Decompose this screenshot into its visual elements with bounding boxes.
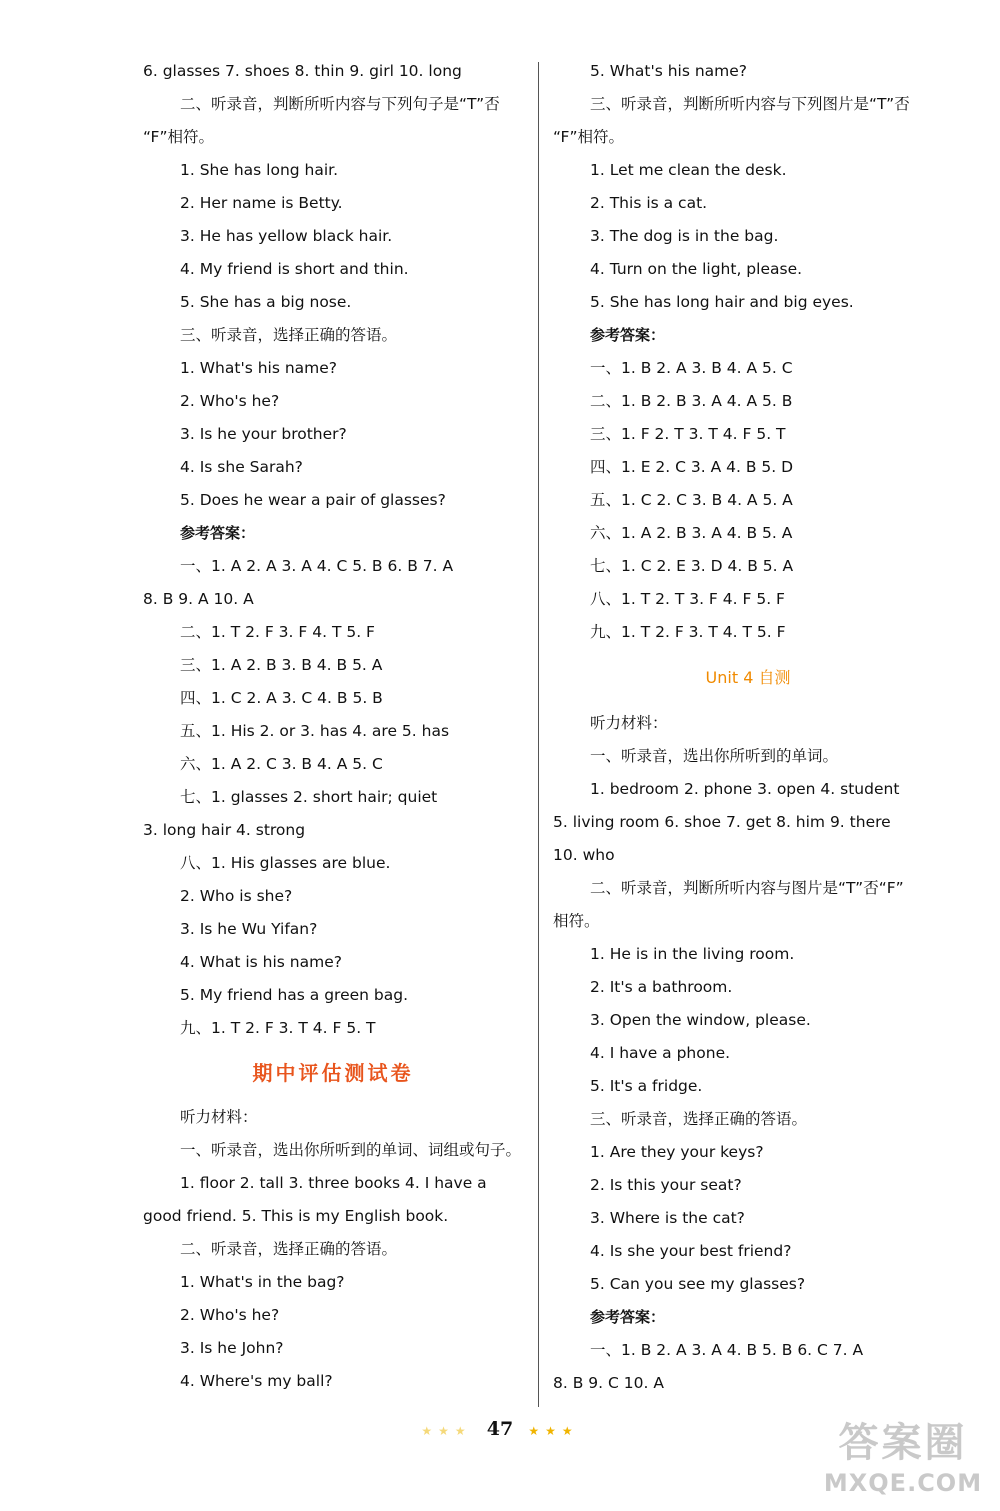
answer-key-heading: 参考答案： <box>590 326 666 344</box>
text-line: 2. Her name is Betty. <box>180 194 343 212</box>
text-line: 4. Is she Sarah? <box>180 458 303 476</box>
text-line: 2. It's a bathroom. <box>590 978 733 996</box>
text-line: 相符。 <box>553 912 600 930</box>
text-line: 七、1. C 2. E 3. D 4. B 5. A <box>590 557 794 575</box>
text-line: 五、1. His 2. or 3. has 4. are 5. has <box>180 722 450 740</box>
text-line: 4. Turn on the light, please. <box>590 260 803 278</box>
text-line: 1. She has long hair. <box>180 161 339 179</box>
text-line: 4. I have a phone. <box>590 1044 731 1062</box>
text-line: 九、1. T 2. F 3. T 4. F 5. T <box>180 1019 376 1037</box>
text-line: 一、听录音，选出你所听到的单词、词组或句子。 <box>180 1141 522 1159</box>
text-line: 三、听录音，选择正确的答语。 <box>180 326 398 344</box>
text-line: 1. Are they your keys? <box>590 1143 764 1161</box>
text-line: 一、听录音，选出你所听到的单词。 <box>590 747 839 765</box>
text-line: 5. What's his name? <box>590 62 748 80</box>
text-line: 3. Is he John? <box>180 1339 284 1357</box>
text-line: 3. Is he Wu Yifan? <box>180 920 318 938</box>
text-line: 4. My friend is short and thin. <box>180 260 409 278</box>
text-line: 1. What's in the bag? <box>180 1273 345 1291</box>
text-line: 1. Let me clean the desk. <box>590 161 787 179</box>
text-line: 五、1. C 2. C 3. B 4. A 5. A <box>590 491 793 509</box>
text-line: 3. Where is the cat? <box>590 1209 745 1227</box>
text-line: 七、1. glasses 2. short hair; quiet <box>180 788 438 806</box>
text-line: 二、听录音，判断所听内容与下列句子是“T”否 <box>180 95 500 113</box>
text-line: 3. He has yellow black hair. <box>180 227 393 245</box>
text-line: 八、1. His glasses are blue. <box>180 854 391 872</box>
text-line: 1. What's his name? <box>180 359 338 377</box>
answer-key-heading: 参考答案： <box>180 524 256 542</box>
text-line: 一、1. B 2. A 3. B 4. A 5. C <box>590 359 793 377</box>
text-line: 5. It's a fridge. <box>590 1077 703 1095</box>
text-line: 二、1. B 2. B 3. A 4. A 5. B <box>590 392 793 410</box>
text-line: 三、听录音，判断所听内容与下列图片是“T”否 <box>590 95 910 113</box>
page-number: 47 <box>486 1418 514 1440</box>
text-line: 4. Where's my ball? <box>180 1372 333 1390</box>
text-line: 一、1. B 2. A 3. A 4. B 5. B 6. C 7. A <box>590 1341 864 1359</box>
watermark-text: 答案圈 <box>838 1420 968 1466</box>
watermark-logo <box>814 1417 992 1505</box>
text-line: 九、1. T 2. F 3. T 4. T 5. F <box>590 623 786 641</box>
text-line: 1. floor 2. tall 3. three books 4. I have a <box>180 1174 487 1192</box>
text-line: 六、1. A 2. C 3. B 4. A 5. C <box>180 755 383 773</box>
left-column <box>143 55 523 1398</box>
star-decoration-right: ★★★ <box>528 1424 579 1438</box>
text-line: 2. This is a cat. <box>590 194 708 212</box>
section-title: 期中评估测试卷 <box>252 1061 414 1085</box>
text-line: 1. bedroom 2. phone 3. open 4. student <box>590 780 900 798</box>
unit-title: Unit 4 自测 <box>705 668 791 687</box>
text-line: 5. She has long hair and big eyes. <box>590 293 854 311</box>
text-line: 2. Who's he? <box>180 1306 280 1324</box>
text-line: 5. She has a big nose. <box>180 293 352 311</box>
text-line: 听力材料： <box>180 1108 258 1126</box>
text-line: 8. B 9. C 10. A <box>553 1374 664 1392</box>
text-line: “F”相符。 <box>553 128 624 146</box>
text-line: 5. My friend has a green bag. <box>180 986 408 1004</box>
column-divider <box>538 62 539 1407</box>
text-line: 5. Does he wear a pair of glasses? <box>180 491 446 509</box>
text-line: 8. B 9. A 10. A <box>143 590 254 608</box>
text-line: 一、1. A 2. A 3. A 4. C 5. B 6. B 7. A <box>180 557 454 575</box>
answer-key-heading: 参考答案： <box>590 1308 666 1326</box>
text-line: 3. The dog is in the bag. <box>590 227 779 245</box>
text-line: 1. He is in the living room. <box>590 945 795 963</box>
text-line: 4. What is his name? <box>180 953 342 971</box>
text-line: 4. Is she your best friend? <box>590 1242 792 1260</box>
text-line: 5. Can you see my glasses? <box>590 1275 806 1293</box>
text-line: 四、1. E 2. C 3. A 4. B 5. D <box>590 458 794 476</box>
text-line: 二、听录音，判断所听内容与图片是“T”否“F” <box>590 879 904 897</box>
text-line: 四、1. C 2. A 3. C 4. B 5. B <box>180 689 383 707</box>
text-line: 10. who <box>553 846 615 864</box>
watermark-url: MXQE.COM <box>823 1469 983 1497</box>
text-line: 二、1. T 2. F 3. F 4. T 5. F <box>180 623 375 641</box>
text-line: 2. Who is she? <box>180 887 293 905</box>
text-line: 3. Open the window, please. <box>590 1011 811 1029</box>
text-line: 6. glasses 7. shoes 8. thin 9. girl 10. long <box>143 62 462 80</box>
text-line: 八、1. T 2. T 3. F 4. F 5. F <box>590 590 785 608</box>
text-line: 三、1. F 2. T 3. T 4. F 5. T <box>590 425 786 443</box>
text-line: 5. living room 6. shoe 7. get 8. him 9. there <box>553 813 891 831</box>
text-line: “F”相符。 <box>143 128 214 146</box>
star-decoration-left: ★★★ <box>421 1424 472 1438</box>
right-column <box>553 55 943 1400</box>
text-line: 三、1. A 2. B 3. B 4. B 5. A <box>180 656 383 674</box>
text-line: 三、听录音，选择正确的答语。 <box>590 1110 808 1128</box>
text-line: 3. Is he your brother? <box>180 425 347 443</box>
text-line: 2. Who's he? <box>180 392 280 410</box>
text-line: good friend. 5. This is my English book. <box>143 1207 449 1225</box>
text-line: 二、听录音，选择正确的答语。 <box>180 1240 398 1258</box>
text-line: 听力材料： <box>590 714 668 732</box>
text-line: 3. long hair 4. strong <box>143 821 306 839</box>
text-line: 2. Is this your seat? <box>590 1176 742 1194</box>
text-line: 六、1. A 2. B 3. A 4. B 5. A <box>590 524 793 542</box>
